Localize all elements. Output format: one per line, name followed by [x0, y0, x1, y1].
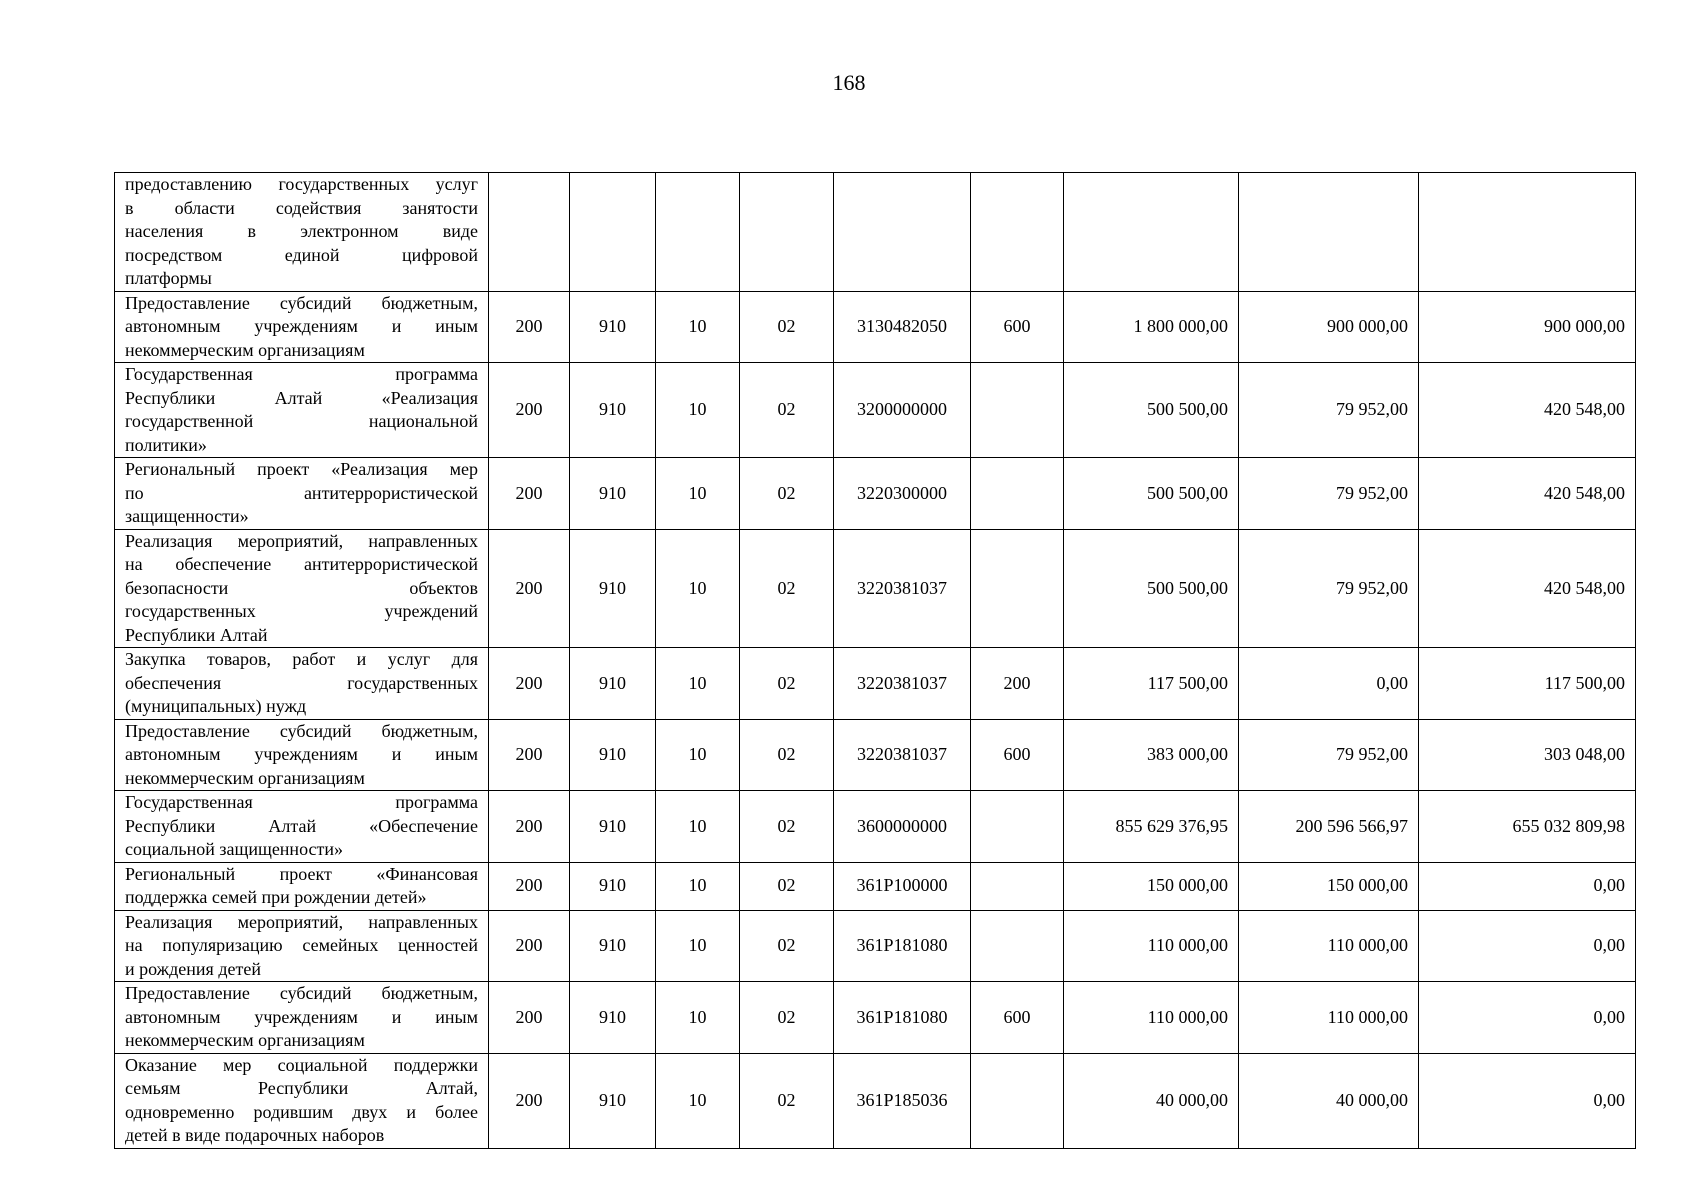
amount-cell-a2: 79 952,00: [1239, 529, 1419, 648]
row-name-line: социальной защищенности»: [125, 839, 344, 859]
amount-cell-a1: 150 000,00: [1064, 862, 1239, 910]
row-name-line: государственных учреждений: [125, 601, 478, 621]
row-name-line: Предоставление субсидий бюджетным,: [125, 983, 478, 1003]
code-cell-c6: [971, 910, 1064, 982]
row-name-line: Предоставление субсидий бюджетным,: [125, 720, 478, 741]
table-row: [115, 648, 1636, 720]
code-cell-c4: [740, 173, 834, 292]
row-name-line: поддержка семей при рождении детей»: [125, 887, 427, 907]
row-name-line: детей в виде подарочных наборов: [125, 1125, 385, 1145]
row-name-line: посредством единой цифровой: [125, 244, 478, 265]
table-row: [115, 719, 1636, 791]
row-name-cell: [115, 291, 489, 363]
code-cell-c2: 910: [570, 982, 656, 1054]
code-cell-c5: 3130482050: [834, 291, 971, 363]
row-name-line: автономным учреждениям и иным: [125, 1006, 478, 1027]
row-name-cell: [115, 458, 489, 530]
row-name-cell: [115, 363, 489, 458]
code-cell-c6: [971, 1053, 1064, 1148]
amount-cell-a3: 117 500,00: [1419, 648, 1636, 720]
code-cell-c6: [971, 862, 1064, 910]
row-name-line: по антитеррористической: [125, 482, 478, 503]
code-cell-c3: 10: [656, 291, 740, 363]
code-cell-c3: [656, 173, 740, 292]
code-cell-c6: 600: [971, 291, 1064, 363]
row-name-line: и рождения детей: [125, 958, 261, 979]
amount-cell-a1: 500 500,00: [1064, 529, 1239, 648]
code-cell-c5: 361P185036: [834, 1053, 971, 1148]
row-name-line: на обеспечение антитеррористической: [125, 554, 478, 574]
code-cell-c6: [971, 458, 1064, 530]
code-cell-c5: 361P181080: [834, 982, 971, 1054]
row-name-line: на популяризацию семейных ценностей: [125, 935, 478, 955]
row-name-line: Закупка товаров, работ и услуг для: [125, 649, 478, 669]
amount-cell-a3: 900 000,00: [1419, 291, 1636, 363]
code-cell-c1: 200: [489, 862, 570, 910]
code-cell-c3: 10: [656, 1053, 740, 1148]
code-cell-c3: 10: [656, 862, 740, 910]
code-cell-c3: 10: [656, 791, 740, 863]
code-cell-c5: 3220381037: [834, 529, 971, 648]
code-cell-c6: 600: [971, 982, 1064, 1054]
row-name-line: некоммерческим организациям: [125, 339, 365, 360]
row-name-line: платформы: [125, 268, 212, 288]
amount-cell-a3: 420 548,00: [1419, 363, 1636, 458]
row-name-line: автономным учреждениям и иным: [125, 744, 478, 764]
code-cell-c5: 3220300000: [834, 458, 971, 530]
row-name-cell: [115, 910, 489, 982]
row-name-line: Региональный проект «Финансовая: [125, 863, 478, 884]
budget-table: [114, 172, 1636, 1149]
code-cell-c4: 02: [740, 862, 834, 910]
code-cell-c1: 200: [489, 791, 570, 863]
code-cell-c4: 02: [740, 648, 834, 720]
amount-cell-a2: 79 952,00: [1239, 719, 1419, 791]
code-cell-c2: 910: [570, 648, 656, 720]
code-cell-c5: [834, 173, 971, 292]
row-name-cell: [115, 791, 489, 863]
row-name-cell: [115, 719, 489, 791]
amount-cell-a3: 655 032 809,98: [1419, 791, 1636, 863]
row-name-line: защищенности»: [125, 506, 249, 526]
code-cell-c4: 02: [740, 291, 834, 363]
row-name-cell: [115, 862, 489, 910]
code-cell-c4: 02: [740, 791, 834, 863]
amount-cell-a3: 0,00: [1419, 1053, 1636, 1148]
row-name-line: Реализация мероприятий, направленных: [125, 530, 478, 551]
amount-cell-a2: 79 952,00: [1239, 458, 1419, 530]
amount-cell-a2: 40 000,00: [1239, 1053, 1419, 1148]
row-name-line: некоммерческим организациям: [125, 1030, 365, 1050]
row-name-cell: [115, 529, 489, 648]
code-cell-c1: 200: [489, 1053, 570, 1148]
table-row: [115, 862, 1636, 910]
code-cell-c6: [971, 791, 1064, 863]
amount-cell-a3: [1419, 173, 1636, 292]
table-row: [115, 982, 1636, 1054]
row-name-line: автономным учреждениям и иным: [125, 316, 478, 336]
code-cell-c2: 910: [570, 910, 656, 982]
code-cell-c2: 910: [570, 291, 656, 363]
code-cell-c3: 10: [656, 910, 740, 982]
code-cell-c6: [971, 173, 1064, 292]
row-name-line: Оказание мер социальной поддержки: [125, 1054, 478, 1075]
code-cell-c1: 200: [489, 529, 570, 648]
code-cell-c5: 3220381037: [834, 719, 971, 791]
code-cell-c3: 10: [656, 982, 740, 1054]
code-cell-c5: 3220381037: [834, 648, 971, 720]
table-row: [115, 910, 1636, 982]
amount-cell-a3: 420 548,00: [1419, 458, 1636, 530]
code-cell-c1: 200: [489, 910, 570, 982]
code-cell-c4: 02: [740, 1053, 834, 1148]
amount-cell-a1: 855 629 376,95: [1064, 791, 1239, 863]
table-row: [115, 1053, 1636, 1148]
amount-cell-a1: 110 000,00: [1064, 910, 1239, 982]
amount-cell-a2: 0,00: [1239, 648, 1419, 720]
code-cell-c2: 910: [570, 1053, 656, 1148]
code-cell-c2: 910: [570, 363, 656, 458]
amount-cell-a2: 200 596 566,97: [1239, 791, 1419, 863]
code-cell-c2: 910: [570, 458, 656, 530]
amount-cell-a1: 117 500,00: [1064, 648, 1239, 720]
row-name-line: Предоставление субсидий бюджетным,: [125, 292, 478, 313]
page-number: 168: [832, 70, 866, 95]
amount-cell-a3: 0,00: [1419, 982, 1636, 1054]
amount-cell-a3: 420 548,00: [1419, 529, 1636, 648]
amount-cell-a1: 500 500,00: [1064, 363, 1239, 458]
table-row: [115, 791, 1636, 863]
row-name-cell: [115, 173, 489, 292]
code-cell-c2: [570, 173, 656, 292]
amount-cell-a1: 383 000,00: [1064, 719, 1239, 791]
table-row: [115, 529, 1636, 648]
code-cell-c1: 200: [489, 982, 570, 1054]
code-cell-c5: 3200000000: [834, 363, 971, 458]
amount-cell-a1: 500 500,00: [1064, 458, 1239, 530]
code-cell-c5: 3600000000: [834, 791, 971, 863]
code-cell-c2: 910: [570, 529, 656, 648]
amount-cell-a1: [1064, 173, 1239, 292]
amount-cell-a1: 1 800 000,00: [1064, 291, 1239, 363]
code-cell-c2: 910: [570, 719, 656, 791]
amount-cell-a2: 79 952,00: [1239, 363, 1419, 458]
amount-cell-a1: 40 000,00: [1064, 1053, 1239, 1148]
row-name-cell: [115, 648, 489, 720]
row-name-line: безопасности объектов: [125, 577, 478, 598]
row-name-line: обеспечения государственных: [125, 672, 478, 693]
row-name-line: государственной национальной: [125, 411, 478, 431]
row-name-line: политики»: [125, 434, 207, 455]
code-cell-c3: 10: [656, 719, 740, 791]
amount-cell-a2: 110 000,00: [1239, 982, 1419, 1054]
row-name-line: (муниципальных) нужд: [125, 696, 307, 716]
table-body: [115, 173, 1636, 1149]
row-name-cell: [115, 1053, 489, 1148]
row-name-line: Государственная программа: [125, 364, 478, 384]
row-name-line: предоставлению государственных услуг: [125, 174, 478, 194]
row-name-line: Региональный проект «Реализация мер: [125, 459, 478, 479]
code-cell-c6: 600: [971, 719, 1064, 791]
code-cell-c4: 02: [740, 910, 834, 982]
amount-cell-a2: 110 000,00: [1239, 910, 1419, 982]
code-cell-c3: 10: [656, 529, 740, 648]
row-name-line: семьям Республики Алтай,: [125, 1078, 478, 1098]
table-row: [115, 291, 1636, 363]
code-cell-c1: 200: [489, 458, 570, 530]
code-cell-c3: 10: [656, 648, 740, 720]
code-cell-c6: [971, 529, 1064, 648]
code-cell-c4: 02: [740, 363, 834, 458]
code-cell-c1: 200: [489, 291, 570, 363]
amount-cell-a2: 150 000,00: [1239, 862, 1419, 910]
code-cell-c1: 200: [489, 363, 570, 458]
row-name-line: Республики Алтай «Реализация: [125, 387, 478, 408]
code-cell-c6: 200: [971, 648, 1064, 720]
row-name-line: населения в электронном виде: [125, 221, 478, 241]
code-cell-c1: 200: [489, 719, 570, 791]
code-cell-c1: 200: [489, 648, 570, 720]
code-cell-c4: 02: [740, 982, 834, 1054]
amount-cell-a3: 0,00: [1419, 910, 1636, 982]
table-row: [115, 173, 1636, 292]
amount-cell-a3: 303 048,00: [1419, 719, 1636, 791]
code-cell-c5: 361P100000: [834, 862, 971, 910]
row-name-line: Государственная программа: [125, 792, 478, 812]
amount-cell-a3: 0,00: [1419, 862, 1636, 910]
table-row: [115, 458, 1636, 530]
code-cell-c1: [489, 173, 570, 292]
code-cell-c3: 10: [656, 363, 740, 458]
row-name-line: одновременно родившим двух и более: [125, 1101, 478, 1122]
amount-cell-a2: [1239, 173, 1419, 292]
code-cell-c2: 910: [570, 791, 656, 863]
code-cell-c6: [971, 363, 1064, 458]
code-cell-c2: 910: [570, 862, 656, 910]
code-cell-c4: 02: [740, 529, 834, 648]
row-name-line: в области содействия занятости: [125, 197, 478, 218]
row-name-line: Реализация мероприятий, направленных: [125, 911, 478, 932]
row-name-line: некоммерческим организациям: [125, 767, 365, 788]
code-cell-c3: 10: [656, 458, 740, 530]
amount-cell-a2: 900 000,00: [1239, 291, 1419, 363]
row-name-line: Республики Алтай: [125, 624, 268, 645]
code-cell-c4: 02: [740, 719, 834, 791]
amount-cell-a1: 110 000,00: [1064, 982, 1239, 1054]
code-cell-c5: 361P181080: [834, 910, 971, 982]
row-name-cell: [115, 982, 489, 1054]
code-cell-c4: 02: [740, 458, 834, 530]
table-row: [115, 363, 1636, 458]
row-name-line: Республики Алтай «Обеспечение: [125, 815, 478, 836]
